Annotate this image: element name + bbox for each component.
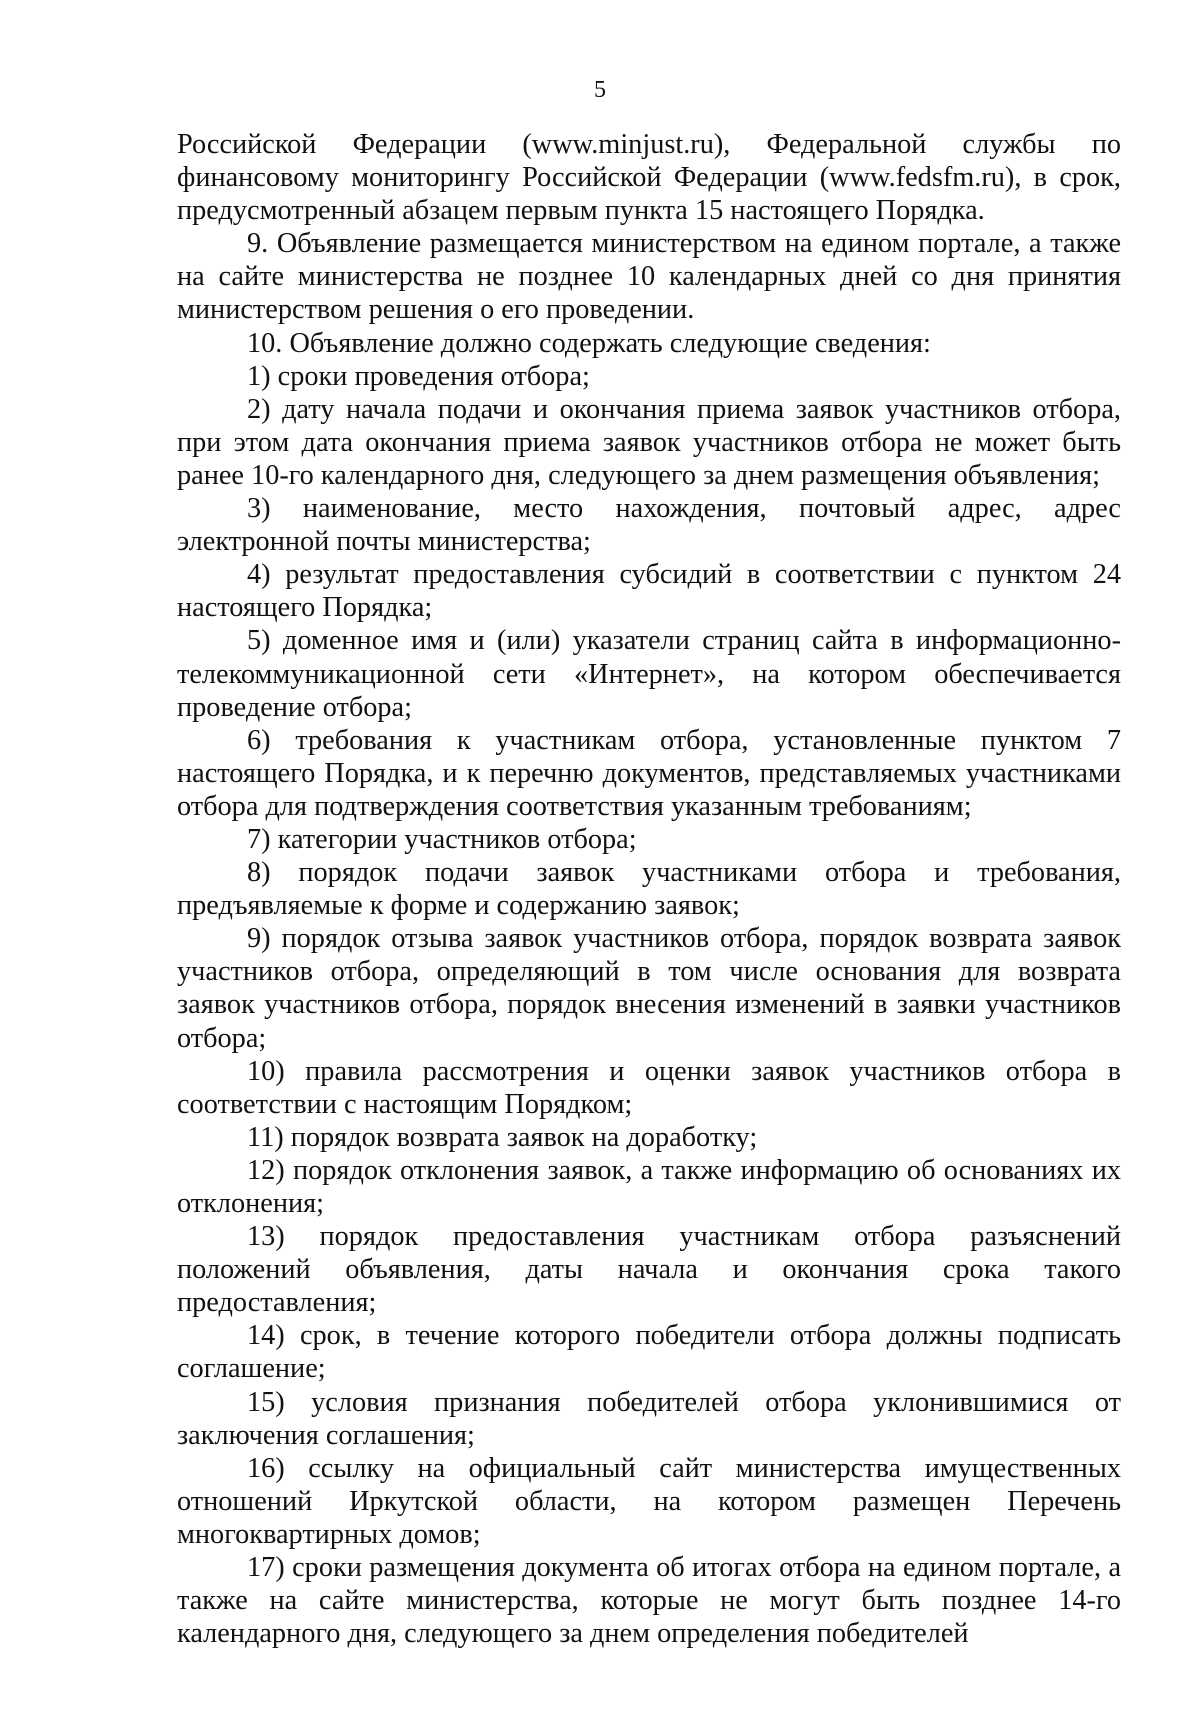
list-item-12: 12) порядок отклонения заявок, а также информацию об основаниях их отклонения; (177, 1154, 1121, 1219)
list-item-2: 2) дату начала подачи и окончания приема заявок участников отбора, при этом дата окончания приема заявок участников отбора не может быть ранее 10-го календарного дня, следующего за днем размещения объявления; (177, 393, 1121, 491)
list-item-14: 14) срок, в течение которого победители отбора должны подписать соглашение; (177, 1320, 1121, 1385)
paragraph-item-10: 10. Объявление должно содержать следующие сведения: (247, 327, 931, 359)
document-body (177, 128, 1121, 1650)
list-item-3: 3) наименование, место нахождения, почтовый адрес, адрес электронной почты министерства; (177, 493, 1121, 558)
list-item-5: 5) доменное имя и (или) указатели страниц сайта в информационно-телекоммуникационной сети «Интернет», на котором обеспечивается проведение отбора; (177, 625, 1121, 723)
list-item-6: 6) требования к участникам отбора, установленные пунктом 7 настоящего Порядка, и к перечню документов, представляемых участниками отбора для подтверждения соответствия указанным требованиям; (177, 724, 1121, 822)
list-item-11: 11) порядок возврата заявок на доработку; (247, 1121, 758, 1153)
paragraph-continuation: Российской Федерации (www.minjust.ru), Федеральной службы по финансовому мониторингу Российской Федерации (www.fedsfm.ru), в срок, предусмотренный абзацем первым пункта 15 настоящего Порядка. (177, 129, 1121, 227)
list-item-7: 7) категории участников отбора; (247, 823, 637, 855)
list-item-16: 16) ссылку на официальный сайт министерства имущественных отношений Иркутской области, на котором размещен Перечень многоквартирных домов; (177, 1452, 1121, 1550)
list-item-8: 8) порядок подачи заявок участниками отбора и требования, предъявляемые к форме и содержанию заявок; (177, 857, 1121, 922)
list-item-17: 17) сроки размещения документа об итогах отбора на едином портале, а также на сайте министерства, которые не могут быть позднее 14-го календарного дня, следующего за днем определения победителей (177, 1552, 1121, 1650)
list-item-9: 9) порядок отзыва заявок участников отбора, порядок возврата заявок участников отбора, определяющий в том числе основания для возврата заявок участников отбора, порядок внесения изменений в заявки участников отбора; (177, 923, 1121, 1054)
list-item-15: 15) условия признания победителей отбора уклонившимися от заключения соглашения; (177, 1386, 1121, 1451)
page-number: 5 (594, 77, 606, 103)
list-item-10: 10) правила рассмотрения и оценки заявок участников отбора в соответствии с настоящим Порядком; (177, 1055, 1121, 1120)
list-item-13: 13) порядок предоставления участникам отбора разъяснений положений объявления, даты начала и окончания срока такого предоставления; (177, 1221, 1121, 1319)
list-item-1: 1) сроки проведения отбора; (247, 360, 590, 392)
paragraph-item-9: 9. Объявление размещается министерством на едином портале, а также на сайте министерства не позднее 10 календарных дней со дня принятия министерством решения о его проведении. (177, 228, 1121, 326)
list-item-4: 4) результат предоставления субсидий в соответствии с пунктом 24 настоящего Порядка; (177, 559, 1121, 624)
